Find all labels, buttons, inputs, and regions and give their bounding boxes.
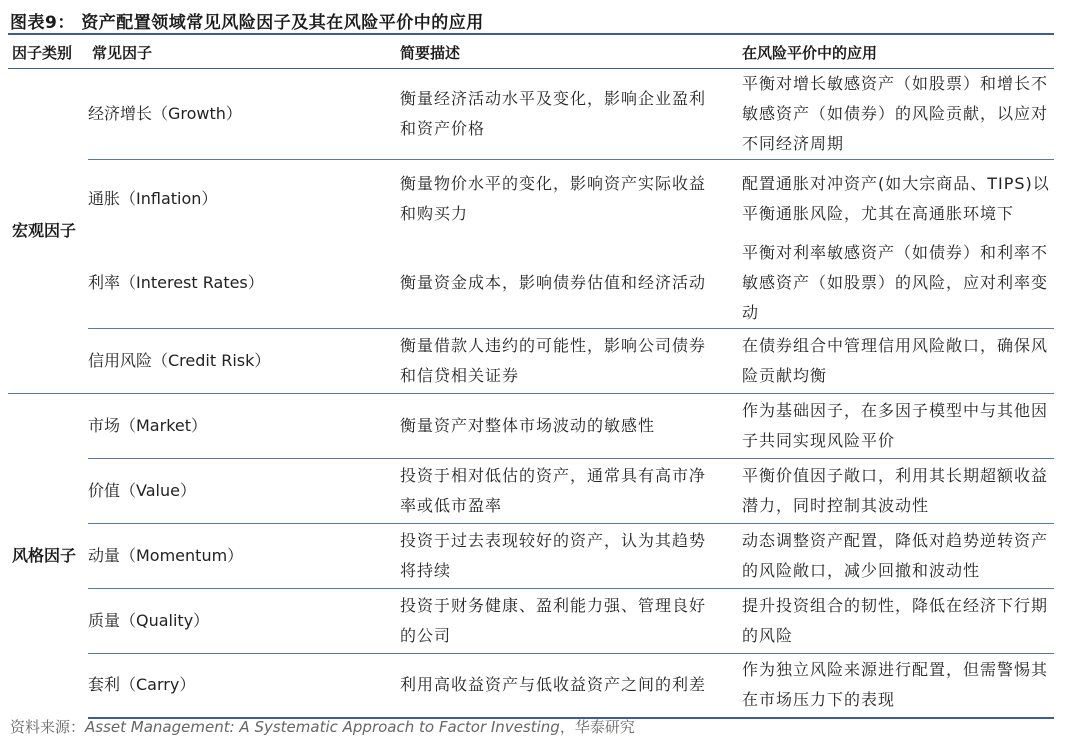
header-category: 因子类别	[8, 36, 88, 69]
table-row	[8, 160, 1054, 238]
factor-application: 平衡对利率敏感资产（如债券）和利率不敏感资产（如股票）的风险，应对利率变动	[738, 238, 1054, 329]
table-row	[8, 393, 1054, 458]
factor-name: 通胀（Inflation）	[88, 188, 218, 208]
factor-name: 利率（Interest Rates）	[88, 238, 394, 329]
factor-name: 市场（Market）	[88, 393, 394, 458]
factor-name: 信用风险（Credit Risk）	[88, 328, 394, 393]
source-reference: Asset Management: A Systematic Approach to Factor Investing	[85, 718, 560, 736]
factor-description: 衡量经济活动水平及变化，影响企业盈利和资产价格	[394, 69, 738, 160]
factor-application: 平衡对增长敏感资产（如股票）和增长不敏感资产（如债券）的风险贡献，以应对不同经济周期	[738, 69, 1054, 160]
factor-application: 在债券组合中管理信用风险敞口，确保风险贡献均衡	[738, 328, 1054, 393]
factor-application: 配置通胀对冲资产(如大宗商品、TIPS)以平衡通胀风险，尤其在高通胀环境下	[742, 173, 1050, 223]
factor-description: 衡量资产对整体市场波动的敏感性	[394, 393, 738, 458]
table-row	[8, 328, 1054, 393]
factor-application: 作为基础因子，在多因子模型中与其他因子共同实现风险平价	[738, 393, 1054, 458]
header-application: 在风险平价中的应用	[738, 36, 1054, 69]
factor-description: 衡量资金成本，影响债券估值和经济活动	[394, 238, 738, 329]
header-factor: 常见因子	[88, 36, 394, 69]
factor-name: 经济增长（Growth）	[88, 69, 394, 160]
table-row	[8, 238, 1054, 329]
source-suffix: ，华泰研究	[559, 718, 635, 736]
table-header-row	[8, 36, 1054, 69]
table-row	[8, 653, 1054, 718]
category-macro: 宏观因子	[8, 69, 88, 394]
factor-description: 投资于财务健康、盈利能力强、管理良好的公司	[394, 588, 738, 653]
table-row	[8, 588, 1054, 653]
factor-description: 利用高收益资产与低收益资产之间的利差	[394, 653, 738, 718]
category-style: 风格因子	[12, 545, 77, 565]
factor-description: 衡量物价水平的变化，影响资产实际收益和购买力	[400, 173, 707, 223]
table-row	[8, 458, 1054, 523]
factor-name: 质量（Quality）	[88, 588, 394, 653]
factor-application: 提升投资组合的韧性，降低在经济下行期的风险	[738, 588, 1054, 653]
table-row	[8, 69, 1054, 160]
figure-title: 图表9： 资产配置领域常见风险因子及其在风险平价中的应用	[10, 13, 484, 33]
source-prefix: 资料来源：	[10, 718, 86, 736]
factor-name: 动量（Momentum）	[88, 523, 394, 588]
factor-application: 平衡价值因子敞口，利用其长期超额收益潜力，同时控制其波动性	[738, 458, 1054, 523]
source-note	[10, 716, 635, 737]
factor-description: 衡量借款人违约的可能性，影响公司债券和信贷相关证券	[394, 328, 738, 393]
factor-application: 作为独立风险来源进行配置，但需警惕其在市场压力下的表现	[738, 653, 1054, 718]
header-description: 简要描述	[394, 36, 738, 69]
factor-description: 投资于过去表现较好的资产，认为其趋势将持续	[394, 523, 738, 588]
risk-factor-table	[8, 36, 1054, 719]
factor-description: 投资于相对低估的资产，通常具有高市净率或低市盈率	[394, 458, 738, 523]
table-row	[8, 523, 1054, 588]
factor-application: 动态调整资产配置，降低对趋势逆转资产的风险敞口，减少回撤和波动性	[738, 523, 1054, 588]
title-divider	[8, 33, 1054, 35]
factor-name: 价值（Value）	[88, 458, 394, 523]
factor-name: 套利（Carry）	[88, 653, 394, 718]
